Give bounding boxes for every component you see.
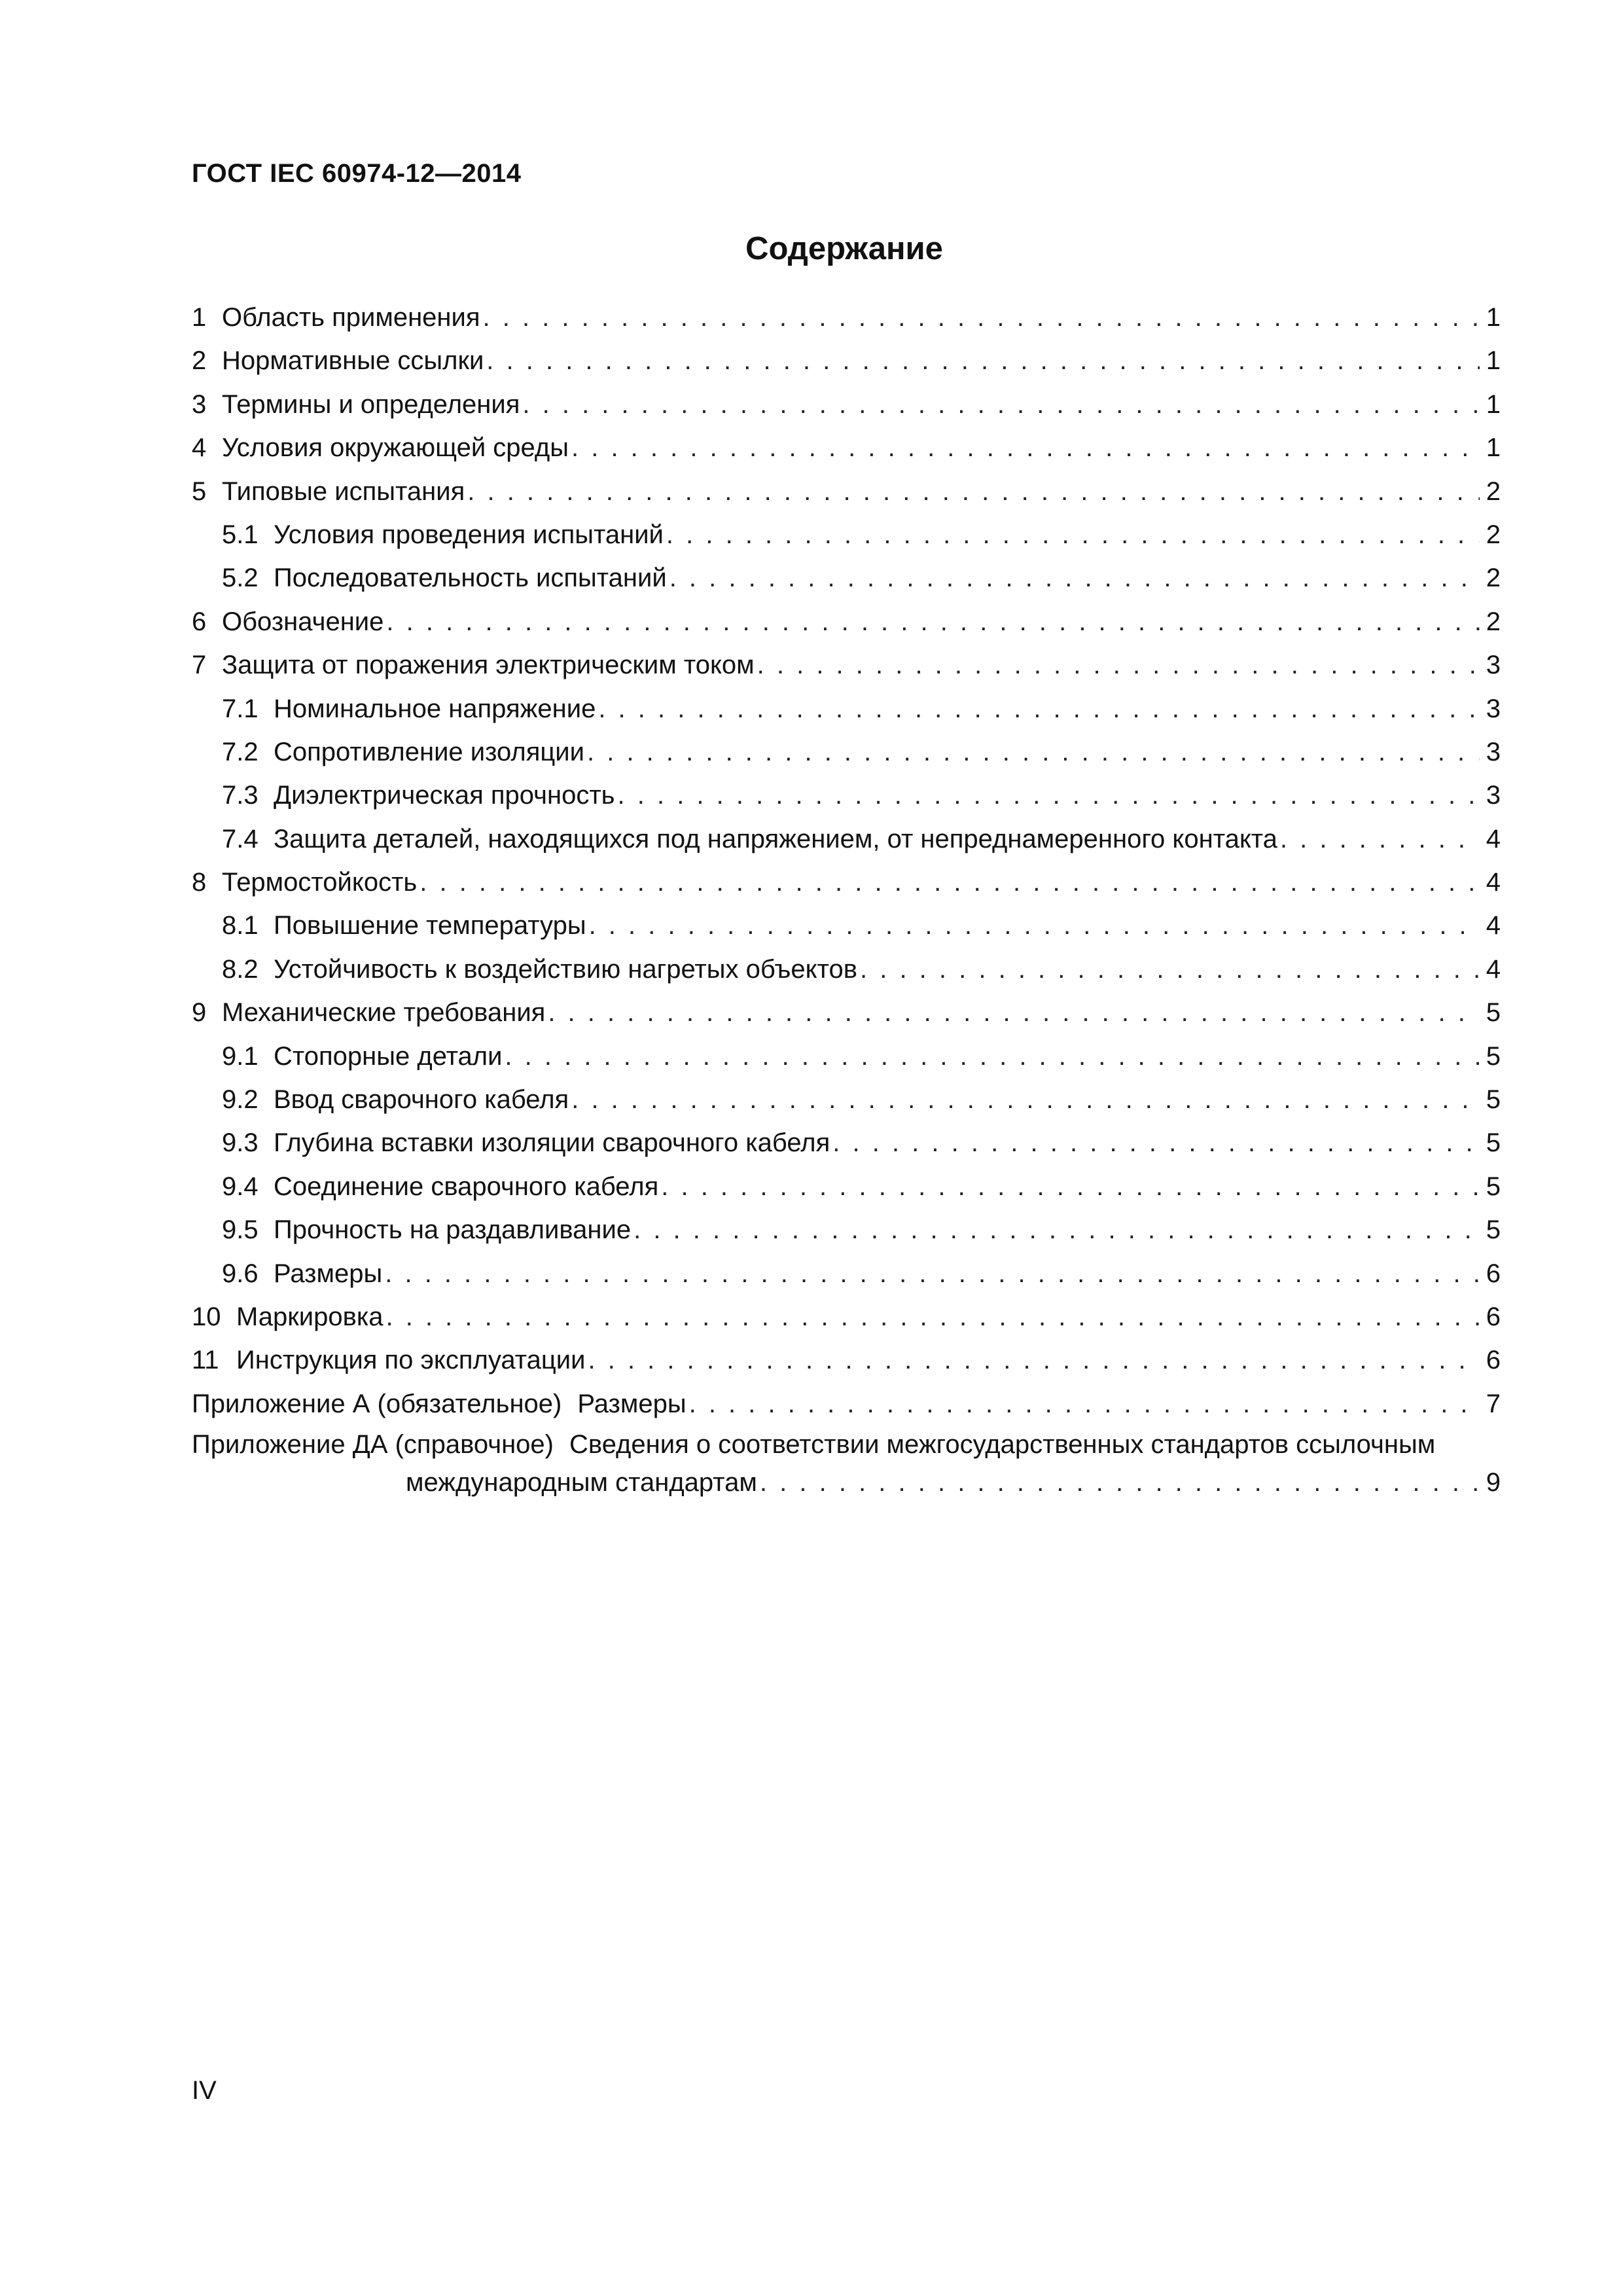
annex-da-label-line2: международным стандартам <box>406 1468 757 1498</box>
toc-leader-dots <box>419 861 1480 904</box>
toc-leader-dots <box>589 904 1480 947</box>
toc-entry-label: Прочность на раздавливание <box>274 1215 632 1245</box>
toc-subentry[interactable] <box>192 774 1501 817</box>
toc-entry-label: Диэлектрическая прочность <box>274 781 615 810</box>
page-number: IV <box>192 2076 217 2105</box>
toc-entry-number: 9.5 <box>222 1215 259 1245</box>
toc-entry-page: 2 <box>1486 520 1501 549</box>
toc-entry[interactable] <box>192 296 1501 339</box>
toc-entry-label: Размеры <box>274 1259 383 1288</box>
toc-entry[interactable] <box>192 339 1501 382</box>
toc-entry[interactable] <box>192 470 1501 513</box>
toc-entry-label: Обозначение <box>222 607 384 636</box>
annex-da-first-line <box>192 1426 1501 1463</box>
toc-subentry[interactable] <box>192 1165 1501 1208</box>
toc-leader-dots <box>385 1252 1480 1295</box>
toc-entry-label: Механические требования <box>222 998 546 1028</box>
toc-entry-label: Сопротивление изоляции <box>274 737 584 766</box>
toc-annex-da[interactable] <box>192 1426 1501 1501</box>
toc-entry[interactable] <box>192 600 1501 643</box>
toc-subentry[interactable] <box>192 730 1501 774</box>
toc-leader-dots <box>832 1121 1479 1164</box>
toc-entry-number: 9.4 <box>222 1172 259 1201</box>
toc-leader-dots <box>486 339 1479 382</box>
toc-subentry[interactable] <box>192 817 1501 861</box>
toc-entry-number: 5 <box>192 476 207 506</box>
toc-entry-label: Условия проведения испытаний <box>274 520 664 549</box>
toc-entry-number: 3 <box>192 389 207 419</box>
toc-entry-number: 5.2 <box>222 564 259 593</box>
toc-entry-number: 10 <box>192 1302 221 1331</box>
toc-leader-dots <box>757 643 1480 687</box>
toc-entry-number: 7.2 <box>222 737 259 766</box>
toc-leader-dots <box>689 1382 1480 1426</box>
toc-entry-label: Условия окружающей среды <box>222 433 569 463</box>
toc-entry-page: 4 <box>1486 911 1501 941</box>
toc-entry-number: 7.3 <box>222 781 259 810</box>
toc-leader-dots <box>587 730 1480 774</box>
toc-leader-dots <box>666 513 1480 556</box>
toc-entry[interactable] <box>192 861 1501 904</box>
toc-entry-label: Типовые испытания <box>222 476 465 506</box>
toc-entry-number: 8.1 <box>222 911 259 941</box>
toc-entry-number: 8.2 <box>222 954 259 984</box>
toc-entry-label: Нормативные ссылки <box>222 346 484 376</box>
toc-leader-dots <box>571 426 1480 469</box>
toc-subentry[interactable] <box>192 904 1501 947</box>
toc-entry-page: 3 <box>1486 781 1501 810</box>
toc-entry-page: 5 <box>1486 1215 1501 1245</box>
toc-subentry[interactable] <box>192 513 1501 556</box>
toc-entry-page: 4 <box>1486 824 1501 853</box>
toc-entry-number: 9 <box>192 998 207 1028</box>
toc-entry-number: 11 <box>192 1346 219 1375</box>
toc-leader-dots <box>467 470 1480 513</box>
toc-entry-number: 7.4 <box>222 824 259 853</box>
toc-entry-page: 2 <box>1486 476 1501 506</box>
toc-leader-dots <box>633 1208 1480 1251</box>
toc-leader-dots <box>618 774 1480 817</box>
toc-subentry[interactable] <box>192 1078 1501 1121</box>
toc-subentry[interactable] <box>192 1252 1501 1295</box>
toc-subentry[interactable] <box>192 687 1501 730</box>
toc-leader-dots <box>1280 817 1480 861</box>
toc-subentry[interactable] <box>192 1208 1501 1251</box>
toc-entry-number: 5.1 <box>222 520 259 549</box>
toc-entry-number: 9.3 <box>222 1128 259 1158</box>
toc-entry-page: 6 <box>1486 1302 1501 1331</box>
toc-entry-page: 3 <box>1486 737 1501 766</box>
annex-da-second-line <box>192 1463 1501 1501</box>
annex-da-prefix: Приложение ДА (справочное) <box>192 1430 554 1460</box>
toc-entry-label: Соединение сварочного кабеля <box>274 1172 659 1201</box>
toc-entry-page: 4 <box>1486 868 1501 897</box>
annex-da-label-line1: Сведения о соответствии межгосударственных стандартов ссылочным <box>569 1430 1436 1460</box>
toc-entry-label: Номинальное напряжение <box>274 694 596 723</box>
toc-entry[interactable] <box>192 1295 1501 1338</box>
toc-entry-page: 7 <box>1486 1389 1501 1418</box>
toc-entry-label: Термостойкость <box>222 868 418 897</box>
toc-entry-page: 1 <box>1486 303 1501 332</box>
toc-leader-dots <box>385 1295 1479 1338</box>
toc-entry-label: Защита от поражения электрическим током <box>222 651 755 680</box>
toc-entry-label: Маркировка <box>236 1302 383 1331</box>
toc-entry-page: 6 <box>1486 1259 1501 1288</box>
toc-annex-a[interactable] <box>192 1382 1501 1426</box>
toc-entry-page: 5 <box>1486 1172 1501 1201</box>
toc-entry-number: 6 <box>192 607 207 636</box>
toc-subentry[interactable] <box>192 1035 1501 1078</box>
toc-entry-number: 9.1 <box>222 1041 259 1071</box>
toc-leader-dots <box>588 1338 1480 1382</box>
toc-entry-page: 1 <box>1486 346 1501 376</box>
toc-leader-dots <box>386 600 1479 643</box>
toc-entry-label: Устойчивость к воздействию нагретых объектов <box>274 954 857 984</box>
table-of-contents <box>192 296 1501 1501</box>
toc-leader-dots <box>571 1078 1480 1121</box>
toc-entry-page: 9 <box>1486 1468 1501 1498</box>
toc-entry-label: Ввод сварочного кабеля <box>274 1085 569 1115</box>
toc-subentry[interactable] <box>192 556 1501 600</box>
toc-leader-dots <box>548 991 1479 1034</box>
toc-entry-label: Повышение температуры <box>274 911 586 941</box>
toc-title: Содержание <box>745 231 943 266</box>
toc-entry-number: 7 <box>192 651 207 680</box>
toc-entry-label: Защита деталей, находящихся под напряжением, от непреднамеренного контакта <box>274 824 1277 853</box>
toc-entry[interactable] <box>192 1338 1501 1382</box>
toc-entry-number: 8 <box>192 868 207 897</box>
toc-entry-label: Стопорные детали <box>274 1041 503 1071</box>
toc-entry-label: Область применения <box>222 303 480 332</box>
toc-entry-page: 4 <box>1486 954 1501 984</box>
toc-leader-dots <box>505 1035 1479 1078</box>
toc-entry-page: 5 <box>1486 1085 1501 1115</box>
annex-a-prefix: Приложение А (обязательное) <box>192 1389 562 1418</box>
toc-subentry[interactable] <box>192 948 1501 991</box>
toc-entry-number: 4 <box>192 433 207 463</box>
toc-entry[interactable] <box>192 991 1501 1034</box>
toc-entry[interactable] <box>192 426 1501 469</box>
toc-entry-page: 2 <box>1486 607 1501 636</box>
toc-entry-number: 2 <box>192 346 207 376</box>
toc-leader-dots <box>522 383 1479 426</box>
toc-leader-dots <box>860 948 1480 991</box>
toc-entry-number: 9.2 <box>222 1085 259 1115</box>
toc-entry-label: Термины и определения <box>222 389 520 419</box>
toc-entry-label: Инструкция по эксплуатации <box>236 1346 586 1375</box>
toc-entry-page: 5 <box>1486 1041 1501 1071</box>
toc-entry-page: 1 <box>1486 433 1501 463</box>
toc-entry-label: Последовательность испытаний <box>274 564 667 593</box>
toc-entry-number: 1 <box>192 303 207 332</box>
toc-leader-dots <box>483 296 1480 339</box>
toc-entry-page: 5 <box>1486 1128 1501 1158</box>
toc-entry-page: 6 <box>1486 1346 1501 1375</box>
toc-entry-page: 2 <box>1486 564 1501 593</box>
toc-entry-number: 9.6 <box>222 1259 259 1288</box>
toc-entry[interactable] <box>192 643 1501 687</box>
toc-entry[interactable] <box>192 383 1501 426</box>
toc-leader-dots <box>760 1463 1480 1501</box>
toc-entry-number: 7.1 <box>222 694 259 723</box>
toc-entry-label: Глубина вставки изоляции сварочного кабеля <box>274 1128 830 1158</box>
toc-leader-dots <box>661 1165 1480 1208</box>
toc-subentry[interactable] <box>192 1121 1501 1164</box>
toc-entry-page: 3 <box>1486 651 1501 680</box>
annex-a-label: Размеры <box>577 1389 687 1418</box>
toc-leader-dots <box>598 687 1479 730</box>
toc-entry-page: 3 <box>1486 694 1501 723</box>
toc-entry-page: 1 <box>1486 389 1501 419</box>
toc-leader-dots <box>669 556 1480 600</box>
toc-entry-page: 5 <box>1486 998 1501 1028</box>
document-code-header: ГОСТ IEC 60974-12—2014 <box>192 159 522 188</box>
